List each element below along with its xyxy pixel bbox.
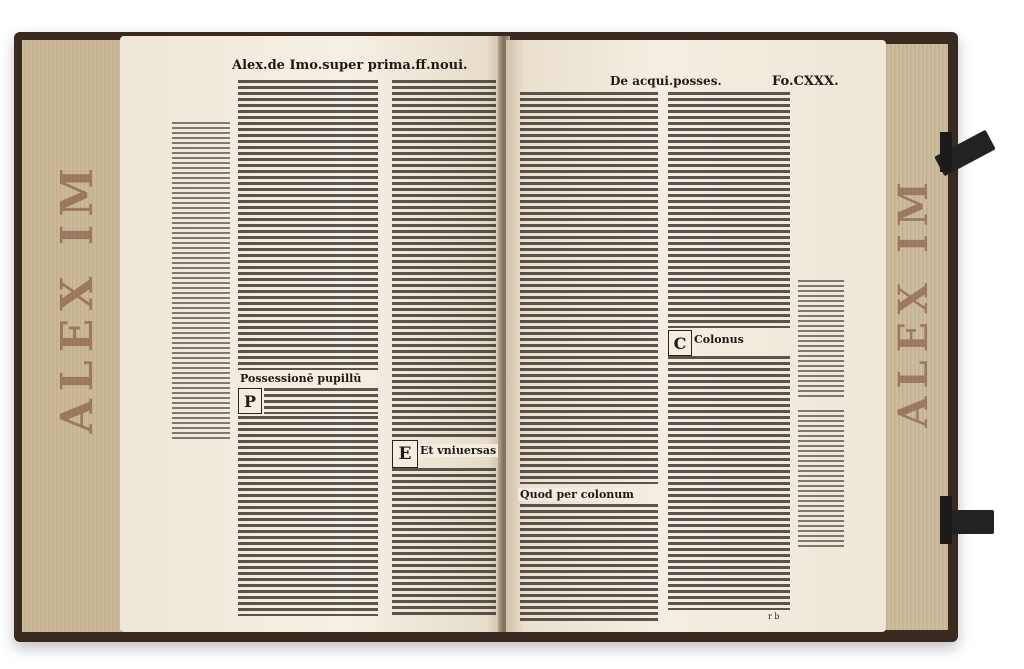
right-col1-text-bottom [520,504,658,622]
right-col2-text-top [668,92,790,328]
heading-et-vniuersas: Et vniuersas [420,444,497,457]
right-col1-text-top [520,92,658,484]
right-col2-text-bottom [668,356,790,610]
right-edge-inscription: ALEX IM [890,174,937,428]
right-page [506,40,886,632]
left-col2-text-top [392,80,496,440]
left-running-head: Alex.de Imo.super prima.ff.noui. [232,58,468,73]
left-fore-edge [22,40,122,632]
right-fore-edge [884,44,948,630]
left-col1-text-beside-initial [264,388,378,414]
right-margin-gloss-lower [798,410,844,550]
clasp-plate-lower [940,496,952,544]
heading-colonus: Colonus [694,333,744,346]
right-margin-gloss-upper [798,280,844,400]
signature-mark: r b [768,612,780,621]
heading-quod-per-colonum: Quod per colonum [520,488,634,501]
right-running-head: De acqui.posses. [610,74,722,88]
initial-letter-c: C [668,330,692,356]
clasp-plate-upper [940,132,952,172]
left-page [120,36,502,632]
left-edge-inscription: ALEX IM [52,160,103,434]
left-col2-text-bottom [392,468,496,616]
folio-number: Fo.CXXX. [772,74,839,89]
left-margin-gloss [172,122,230,442]
initial-letter-p: P [238,388,262,414]
initial-letter-e: E [392,440,418,468]
left-col1-text-bottom [238,416,378,616]
heading-possessione-pupilli: Possessionē pupillū [240,372,362,385]
left-col1-text-top [238,80,378,370]
